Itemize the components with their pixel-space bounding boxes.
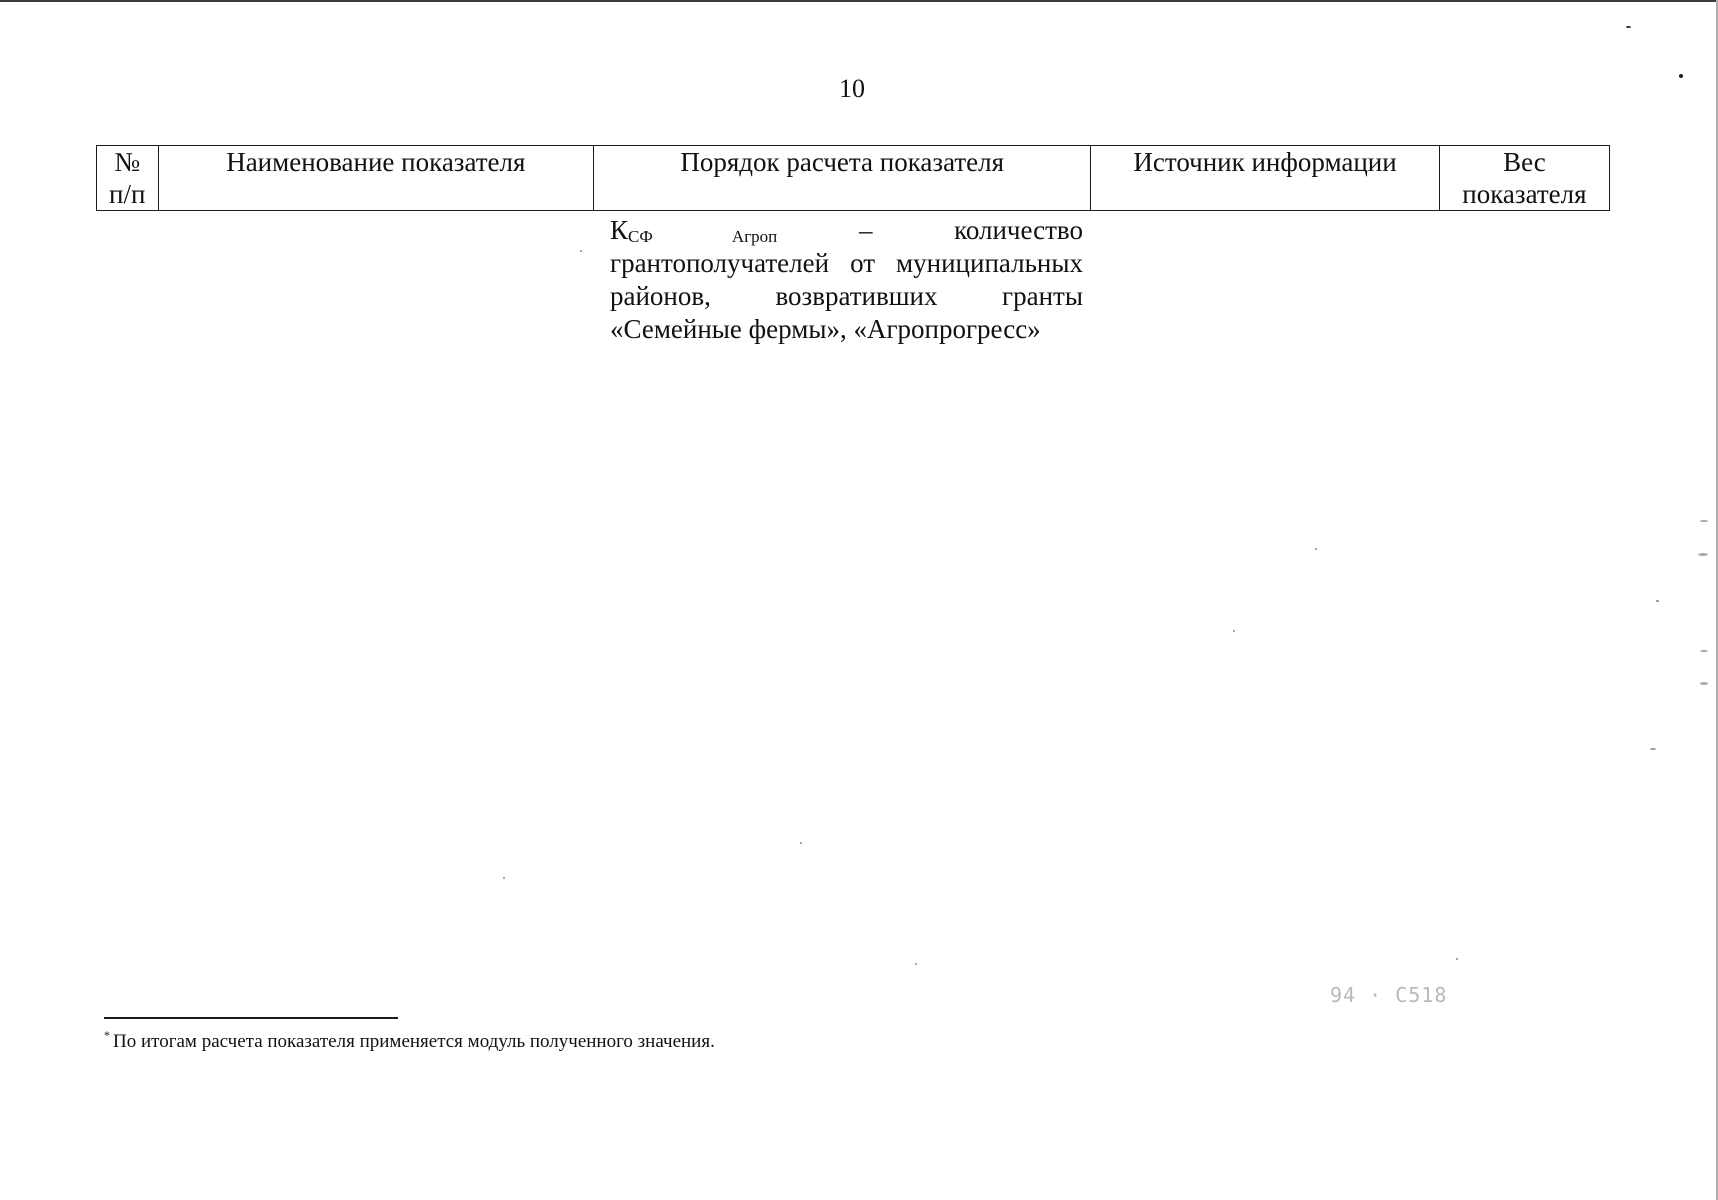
- scan-speck: [1456, 958, 1458, 960]
- header-information-source: Источник информации: [1091, 146, 1440, 211]
- footnote: [104, 1030, 715, 1054]
- formula-subscript: СФ Агроп: [628, 227, 778, 246]
- scan-speck: [1233, 630, 1235, 632]
- footnote-marker: *: [104, 1028, 110, 1042]
- header-calculation-order: Порядок расчета показателя: [594, 146, 1091, 211]
- scan-speck: [1698, 553, 1708, 556]
- page-number: 10: [839, 74, 865, 103]
- scan-speck: [915, 963, 917, 965]
- header-indicator-weight: Вес показателя: [1439, 146, 1609, 211]
- scan-speck: [503, 877, 505, 879]
- header-indicator-name: Наименование показателя: [158, 146, 594, 211]
- header-number: № п/п: [97, 146, 159, 211]
- indicator-table-header: [96, 145, 1610, 211]
- table-header-row: [97, 146, 1610, 211]
- scan-top-edge: [0, 0, 1718, 2]
- scan-speck: [1700, 520, 1708, 522]
- scan-speck: [1700, 650, 1708, 652]
- footnote-text: По итогам расчета показателя применяется модуль полученного значения.: [113, 1031, 715, 1052]
- calculation-description: [610, 214, 1083, 346]
- scan-speck: [1679, 74, 1683, 78]
- scan-speck: [1700, 682, 1708, 685]
- formula-definition: – количество грантополучателей от муниципальных районов, возвративших гранты «Семейные фермы», «Агропрогресс»: [610, 215, 1083, 344]
- scan-speck: [1656, 600, 1659, 602]
- scan-speck: [1626, 26, 1631, 28]
- formula-symbol: К: [610, 215, 629, 245]
- footnote-separator: [104, 1017, 398, 1019]
- scan-speck: [1650, 748, 1656, 750]
- scan-speck: [800, 842, 802, 844]
- faded-scan-mark: 94 · С518: [1330, 983, 1448, 1007]
- scan-speck: [580, 250, 582, 252]
- scan-speck: [1315, 548, 1317, 550]
